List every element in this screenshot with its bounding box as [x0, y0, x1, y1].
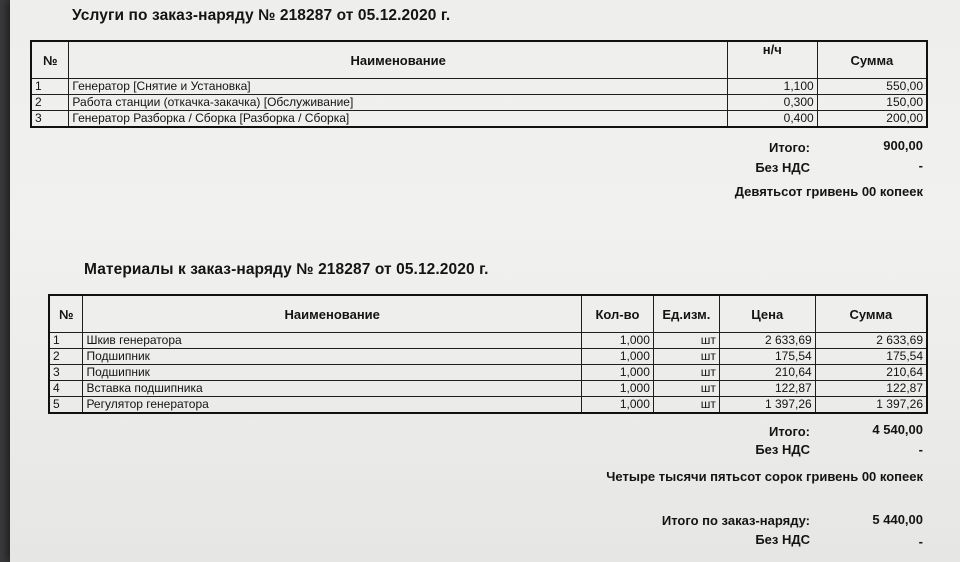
- col-sum-header: Сумма: [817, 41, 927, 79]
- row-sum: 2 633,69: [815, 333, 927, 349]
- row-unit: шт: [653, 381, 719, 397]
- services-total-value: 900,00: [883, 138, 923, 153]
- row-hours: 0,400: [727, 111, 817, 128]
- materials-total-label: Итого:: [769, 424, 810, 439]
- col-hours-header: н/ч: [727, 41, 817, 79]
- row-price: 122,87: [719, 381, 815, 397]
- row-num: 4: [49, 381, 83, 397]
- row-qty: 1,000: [582, 349, 654, 365]
- services-total-label: Итого:: [769, 140, 810, 155]
- row-name: Подшипник: [83, 365, 582, 381]
- table-row: [49, 365, 927, 381]
- row-num: 3: [49, 365, 83, 381]
- row-qty: 1,000: [582, 365, 654, 381]
- materials-title: Материалы к заказ-наряду № 218287 от 05.12.2020 г.: [84, 261, 489, 278]
- col-name-header: Наименование: [69, 41, 728, 79]
- table-row: [31, 111, 927, 128]
- row-sum: 150,00: [817, 95, 927, 111]
- materials-total-value: 4 540,00: [872, 422, 923, 437]
- row-unit: шт: [653, 349, 719, 365]
- grand-vat-value: -: [918, 534, 923, 549]
- row-hours: 1,100: [727, 79, 817, 95]
- row-num: 5: [49, 397, 83, 414]
- row-sum: 200,00: [817, 111, 927, 128]
- row-num: 2: [49, 349, 83, 365]
- row-price: 2 633,69: [719, 333, 815, 349]
- row-qty: 1,000: [582, 381, 654, 397]
- services-title: Услуги по заказ-наряду № 218287 от 05.12.2020 г.: [72, 7, 451, 24]
- row-sum: 175,54: [815, 349, 927, 365]
- row-sum: 550,00: [817, 79, 927, 95]
- row-name: Генератор [Снятие и Установка]: [69, 79, 728, 95]
- row-name: Работа станции (откачка-закачка) [Обслуживание]: [69, 95, 728, 111]
- grand-total-label: Итого по заказ-наряду:: [661, 513, 810, 528]
- document-page: [10, 0, 960, 562]
- col-price-header: Цена: [719, 295, 815, 333]
- table-row: [31, 79, 927, 95]
- row-unit: шт: [653, 365, 719, 381]
- row-unit: шт: [653, 333, 719, 349]
- materials-vat-label: Без НДС: [755, 442, 810, 457]
- col-sum-header: Сумма: [815, 295, 927, 333]
- col-qty-header: Кол-во: [582, 295, 654, 333]
- row-price: 210,64: [719, 365, 815, 381]
- grand-vat-label: Без НДС: [755, 532, 810, 547]
- row-unit: шт: [653, 397, 719, 414]
- row-hours: 0,300: [727, 95, 817, 111]
- row-num: 2: [31, 95, 69, 111]
- table-row: [49, 397, 927, 414]
- row-price: 1 397,26: [719, 397, 815, 414]
- row-num: 1: [49, 333, 83, 349]
- services-vat-label: Без НДС: [755, 160, 810, 175]
- table-row: [49, 333, 927, 349]
- row-sum: 210,64: [815, 365, 927, 381]
- col-num-header: №: [49, 295, 83, 333]
- materials-vat-value: -: [918, 442, 923, 457]
- row-sum: 1 397,26: [815, 397, 927, 414]
- row-price: 175,54: [719, 349, 815, 365]
- materials-total-in-words: Четыре тысячи пятьсот сорок гривень 00 копеек: [606, 469, 923, 484]
- row-qty: 1,000: [582, 333, 654, 349]
- row-name: Шкив генератора: [83, 333, 582, 349]
- table-row: [31, 95, 927, 111]
- col-num-header: №: [31, 41, 69, 79]
- row-num: 1: [31, 79, 69, 95]
- row-name: Вставка подшипника: [83, 381, 582, 397]
- row-name: Подшипник: [83, 349, 582, 365]
- row-sum: 122,87: [815, 381, 927, 397]
- col-name-header: Наименование: [83, 295, 582, 333]
- table-row: [49, 349, 927, 365]
- row-name: Генератор Разборка / Сборка [Разборка / Сборка]: [69, 111, 728, 128]
- row-num: 3: [31, 111, 69, 128]
- table-row: [49, 381, 927, 397]
- materials-table: [48, 294, 928, 414]
- services-vat-value: -: [918, 158, 923, 173]
- services-total-in-words: Девятьсот гривень 00 копеек: [734, 184, 923, 199]
- row-qty: 1,000: [582, 397, 654, 414]
- col-unit-header: Ед.изм.: [653, 295, 719, 333]
- grand-total-value: 5 440,00: [872, 512, 923, 527]
- services-table: [30, 40, 928, 128]
- row-name: Регулятор генератора: [83, 397, 582, 414]
